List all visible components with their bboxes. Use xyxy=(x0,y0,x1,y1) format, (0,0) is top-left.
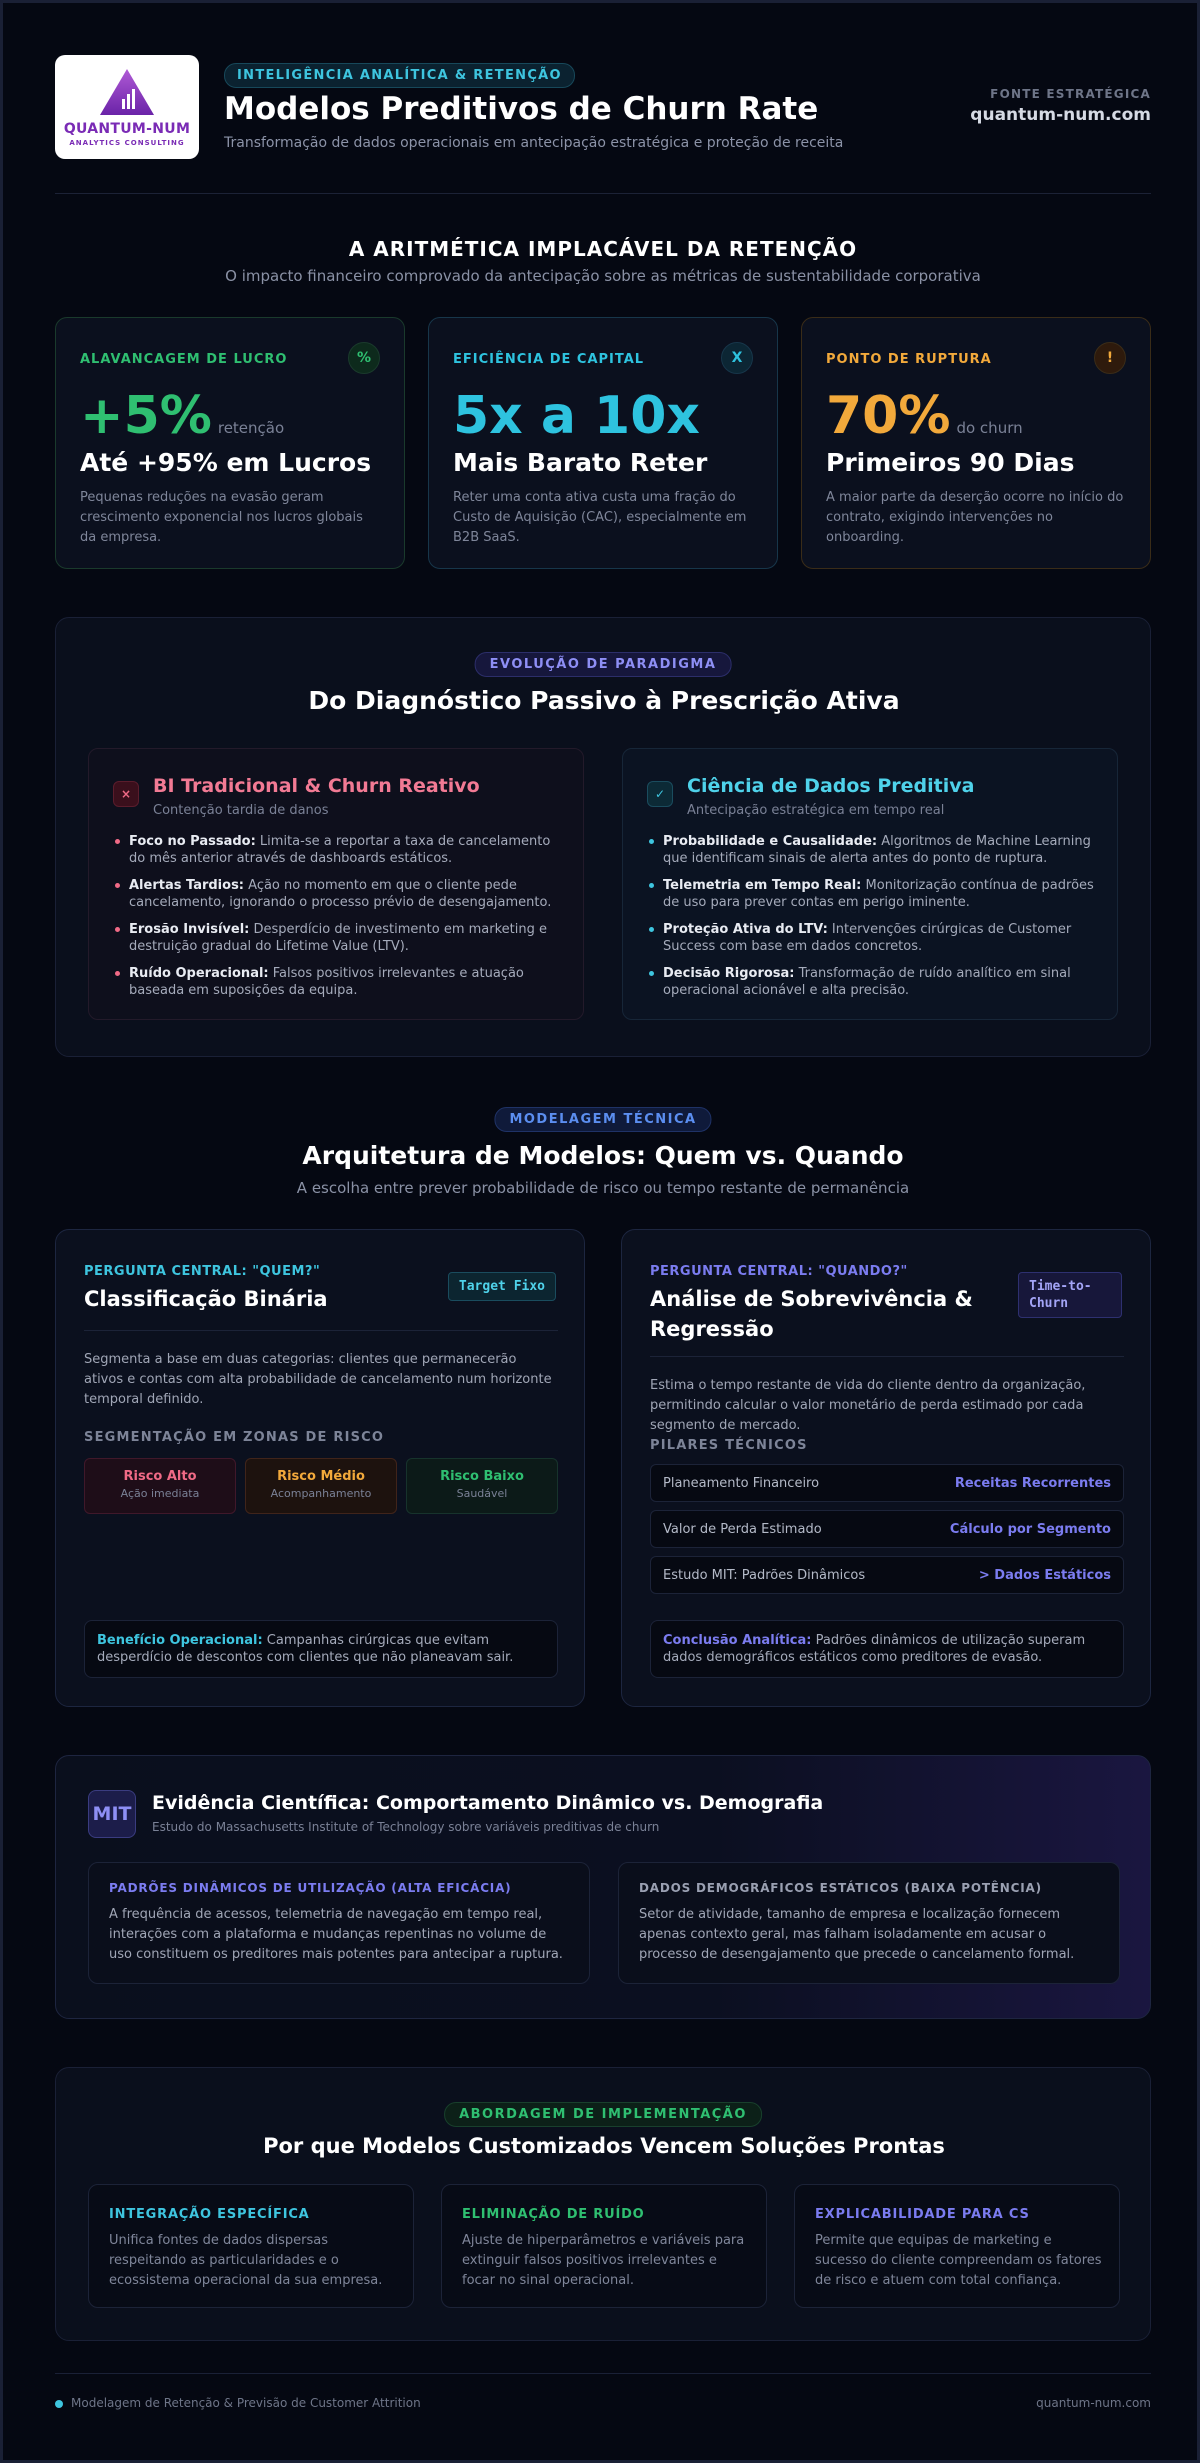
pillar-left: Estudo MIT: Padrões Dinâmicos xyxy=(663,1568,866,1583)
list-item-bold: Erosão Invisível: xyxy=(129,922,250,937)
stat-headline: Primeiros 90 Dias xyxy=(826,448,1075,477)
zone-medium-note: Acompanhamento xyxy=(270,1487,372,1500)
models-title: Arquitetura de Modelos: Quem vs. Quando xyxy=(302,1141,904,1170)
traditional-list xyxy=(113,833,565,1009)
stat-description: Reter uma conta ativa custa uma fração do Custo de Aquisição (CAC), especialmente em B2B SaaS. xyxy=(453,490,747,545)
classification-desc: Segmenta a base em duas categorias: clientes que permanecerão ativos e contas com alta probabilidade de cancelamento num horizonte temporal definido. xyxy=(84,1352,552,1407)
mit-panel xyxy=(55,1755,1151,2019)
header-eyebrow: INTELIGÊNCIA ANALÍTICA & RETENÇÃO xyxy=(224,63,575,88)
classification-question: PERGUNTA CENTRAL: "QUEM?" xyxy=(84,1264,321,1279)
zone-low-name: Risco Baixo xyxy=(440,1469,524,1484)
stat-card xyxy=(801,317,1151,569)
source-label: FONTE ESTRATÉGICA xyxy=(990,87,1151,101)
stat-headline: Até +95% em Lucros xyxy=(80,448,372,477)
list-item-bold: Telemetria em Tempo Real: xyxy=(663,878,862,893)
classification-note-text: Campanhas cirúrgicas que evitam desperdício de descontos com clientes que não planeavam sair. xyxy=(97,1633,514,1665)
mit-title: Evidência Científica: Comportamento Dinâmico vs. Demografia xyxy=(152,1792,824,1814)
page-subtitle: Transformação de dados operacionais em antecipação estratégica e proteção de receita xyxy=(224,135,844,151)
mit-dynamic-box xyxy=(88,1862,590,1984)
survival-title-line2: Regressão xyxy=(650,1317,774,1341)
implementation-item-desc: Permite que equipas de marketing e sucesso do cliente compreendam os fatores de risco e atuem com total confiança. xyxy=(815,2233,1102,2288)
survival-card xyxy=(621,1229,1151,1707)
classification-note xyxy=(84,1620,558,1678)
pillar-row xyxy=(650,1510,1124,1548)
pillar-left: Planeamento Financeiro xyxy=(663,1476,820,1491)
arithmetic-title: A ARITMÉTICA IMPLACÁVEL DA RETENÇÃO xyxy=(348,237,858,261)
footer-divider xyxy=(55,2373,1151,2374)
pillar-right: > Dados Estáticos xyxy=(978,1568,1111,1583)
pillar-row xyxy=(650,1556,1124,1594)
list-item-text: Falsos positivos irrelevantes e atuação baseada em suposições da equipa. xyxy=(129,966,524,998)
classification-title: Classificação Binária xyxy=(84,1287,328,1311)
list-item xyxy=(113,965,565,999)
classification-divider xyxy=(84,1330,558,1331)
list-item-bold: Foco no Passado: xyxy=(129,834,256,849)
stat-card xyxy=(55,317,405,569)
mit-static-box xyxy=(618,1862,1120,1984)
survival-title xyxy=(650,1284,973,1344)
logo-subtitle: ANALYTICS CONSULTING xyxy=(69,139,185,147)
footer-text: Modelagem de Retenção & Previsão de Customer Attrition xyxy=(71,2396,421,2410)
predictive-list xyxy=(647,833,1099,1009)
list-item-bold: Probabilidade e Causalidade: xyxy=(663,834,878,849)
logo-triangle-icon xyxy=(98,67,156,117)
pillars-label: PILARES TÉCNICOS xyxy=(650,1438,808,1453)
multiply-icon: X xyxy=(721,342,753,374)
stat-number: 5x a 10x xyxy=(453,386,700,446)
mit-static-title: DADOS DEMOGRÁFICOS ESTÁTICOS (BAIXA POTÊNCIA) xyxy=(639,1881,1042,1895)
stat-headline: Mais Barato Reter xyxy=(453,448,708,477)
list-item xyxy=(647,833,1099,867)
alert-icon: ! xyxy=(1094,342,1126,374)
stat-label: ALAVANCAGEM DE LUCRO xyxy=(80,352,288,367)
models-subtitle: A escolha entre prever probabilidade de risco ou tempo restante de permanência xyxy=(296,1179,910,1197)
implementation-item xyxy=(441,2184,767,2308)
stat-number: +5% xyxy=(80,386,212,446)
list-item xyxy=(113,877,565,911)
stat-description: Pequenas reduções na evasão geram crescimento exponencial nos lucros globais da empresa. xyxy=(80,490,363,545)
paradigm-panel xyxy=(55,617,1151,1057)
stat-label: EFICIÊNCIA DE CAPITAL xyxy=(453,352,645,367)
zone-high-note: Ação imediata xyxy=(120,1487,200,1500)
survival-question: PERGUNTA CENTRAL: "QUANDO?" xyxy=(650,1264,908,1279)
implementation-item-title: ELIMINAÇÃO DE RUÍDO xyxy=(462,2207,645,2222)
brand-logo[interactable] xyxy=(55,55,199,159)
zones-label: SEGMENTAÇÃO EM ZONAS DE RISCO xyxy=(84,1430,385,1445)
pillar-left: Valor de Perda Estimado xyxy=(663,1522,822,1537)
list-item-text: Intervenções cirúrgicas de Customer Success com base em dados concretos. xyxy=(663,922,1072,954)
mit-static-desc: Setor de atividade, tamanho de empresa e localização fornecem apenas contexto geral, mas falham isoladamente em acusar o processo de desengajamento que precede o cancelamento formal. xyxy=(639,1907,1075,1962)
list-item-text: Limita-se a reportar a taxa de cancelamento do mês anterior através de dashboards estáticos. xyxy=(129,834,551,866)
survival-note-text: Padrões dinâmicos de utilização superam dados demográficos estáticos como preditores de evasão. xyxy=(663,1633,1086,1665)
list-item xyxy=(647,877,1099,911)
list-item-bold: Proteção Ativa do LTV: xyxy=(663,922,828,937)
zone-medium-name: Risco Médio xyxy=(277,1469,365,1484)
implementation-item-title: EXPLICABILIDADE PARA CS xyxy=(815,2207,1030,2222)
source-link[interactable]: quantum-num.com xyxy=(970,105,1151,125)
check-icon: ✓ xyxy=(647,781,673,807)
list-item xyxy=(647,965,1099,999)
header xyxy=(55,55,1151,165)
list-item-text: Desperdício de investimento em marketing e destruição gradual do Lifetime Value (LTV). xyxy=(129,922,548,954)
list-item-bold: Alertas Tardios: xyxy=(129,878,245,893)
list-item-text: Algoritmos de Machine Learning que identificam sinais de alerta antes do ponto de ruptura. xyxy=(663,834,1091,866)
list-item-bold: Ruído Operacional: xyxy=(129,966,269,981)
percent-icon: % xyxy=(348,342,380,374)
survival-desc: Estima o tempo restante de vida do cliente dentro da organização, permitindo calcular o valor monetário de perda estimado por cada segmento de mercado. xyxy=(650,1378,1086,1433)
mit-dynamic-title: PADRÕES DINÂMICOS DE UTILIZAÇÃO (ALTA EFICÁCIA) xyxy=(109,1881,512,1895)
paradigm-traditional xyxy=(88,748,584,1020)
classification-card xyxy=(55,1229,585,1707)
list-item xyxy=(647,921,1099,955)
implementation-pill: ABORDAGEM DE IMPLEMENTAÇÃO xyxy=(444,2102,762,2127)
survival-note-bold: Conclusão Analítica: xyxy=(663,1633,812,1648)
stat-description: A maior parte da deserção ocorre no início do contrato, exigindo intervenções no onboarding. xyxy=(826,490,1124,545)
survival-tag xyxy=(1018,1272,1122,1318)
zone-medium-risk xyxy=(245,1458,397,1514)
predictive-subtitle: Antecipação estratégica em tempo real xyxy=(687,803,945,818)
survival-title-line1: Análise de Sobrevivência & xyxy=(650,1287,973,1311)
paradigm-title: Do Diagnóstico Passivo à Prescrição Ativa xyxy=(308,686,900,715)
mit-subtitle: Estudo do Massachusetts Institute of Technology sobre variáveis preditivas de churn xyxy=(152,1820,660,1834)
implementation-panel xyxy=(55,2067,1151,2341)
predictive-title: Ciência de Dados Preditiva xyxy=(687,775,975,797)
stat-value xyxy=(80,386,284,446)
models-pill: MODELAGEM TÉCNICA xyxy=(494,1107,711,1132)
mit-dynamic-desc: A frequência de acessos, telemetria de navegação em tempo real, interações com a plataforma e mudanças repentinas no volume de uso constituem os preditores mais potentes para antecipar a ruptura. xyxy=(109,1907,563,1962)
zone-low-risk xyxy=(406,1458,558,1514)
footer-link[interactable]: quantum-num.com xyxy=(1036,2396,1151,2410)
pillar-right: Cálculo por Segmento xyxy=(949,1522,1111,1537)
implementation-item-title: INTEGRAÇÃO ESPECÍFICA xyxy=(109,2207,310,2222)
implementation-item-desc: Ajuste de hiperparâmetros e variáveis para extinguir falsos positivos irrelevantes e focar no sinal operacional. xyxy=(462,2233,745,2288)
logo-name: QUANTUM-NUM xyxy=(63,121,191,137)
close-icon: × xyxy=(113,781,139,807)
list-item-text: Ação no momento em que o cliente pede cancelamento, ignorando o processo prévio de desengajamento. xyxy=(129,878,552,910)
list-item xyxy=(113,833,565,867)
list-item-bold: Decisão Rigorosa: xyxy=(663,966,795,981)
stat-number: 70% xyxy=(826,386,951,446)
survival-tag-line1: Time-to- xyxy=(1029,1279,1092,1294)
zone-high-name: Risco Alto xyxy=(123,1469,197,1484)
classification-note-bold: Benefício Operacional: xyxy=(97,1633,263,1648)
stat-card xyxy=(428,317,778,569)
stat-value xyxy=(826,386,1023,446)
footer-dot-icon xyxy=(55,2400,63,2408)
stat-unit: do churn xyxy=(956,419,1023,437)
header-divider xyxy=(55,193,1151,194)
mit-badge: MIT xyxy=(88,1790,136,1838)
traditional-title: BI Tradicional & Churn Reativo xyxy=(153,775,480,797)
paradigm-pill: EVOLUÇÃO DE PARADIGMA xyxy=(475,652,732,677)
implementation-item xyxy=(794,2184,1120,2308)
implementation-item xyxy=(88,2184,414,2308)
stat-value xyxy=(453,386,706,446)
classification-tag: Target Fixo xyxy=(448,1272,556,1301)
pillar-row xyxy=(650,1464,1124,1502)
list-item-text: Transformação de ruído analítico em sinal operacional acionável e alta precisão. xyxy=(663,966,1071,998)
zone-low-note: Saudável xyxy=(456,1487,508,1500)
traditional-subtitle: Contenção tardia de danos xyxy=(153,803,329,818)
implementation-title: Por que Modelos Customizados Vencem Soluções Prontas xyxy=(263,2134,945,2158)
stat-unit: retenção xyxy=(217,419,285,437)
paradigm-predictive xyxy=(622,748,1118,1020)
list-item xyxy=(113,921,565,955)
survival-divider xyxy=(650,1356,1124,1357)
survival-tag-line2: Churn xyxy=(1029,1296,1069,1311)
pillar-right: Receitas Recorrentes xyxy=(954,1476,1111,1491)
list-item-text: Monitorização contínua de padrões de uso para prever contas em perigo iminente. xyxy=(663,878,1094,910)
zone-high-risk xyxy=(84,1458,236,1514)
survival-note xyxy=(650,1620,1124,1678)
implementation-item-desc: Unifica fontes de dados dispersas respeitando as particularidades e o ecossistema operacional da sua empresa. xyxy=(109,2233,383,2288)
arithmetic-subtitle: O impacto financeiro comprovado da antecipação sobre as métricas de sustentabilidade corporativa xyxy=(225,267,981,285)
stat-label: PONTO DE RUPTURA xyxy=(826,352,992,367)
page-title: Modelos Preditivos de Churn Rate xyxy=(224,91,819,127)
